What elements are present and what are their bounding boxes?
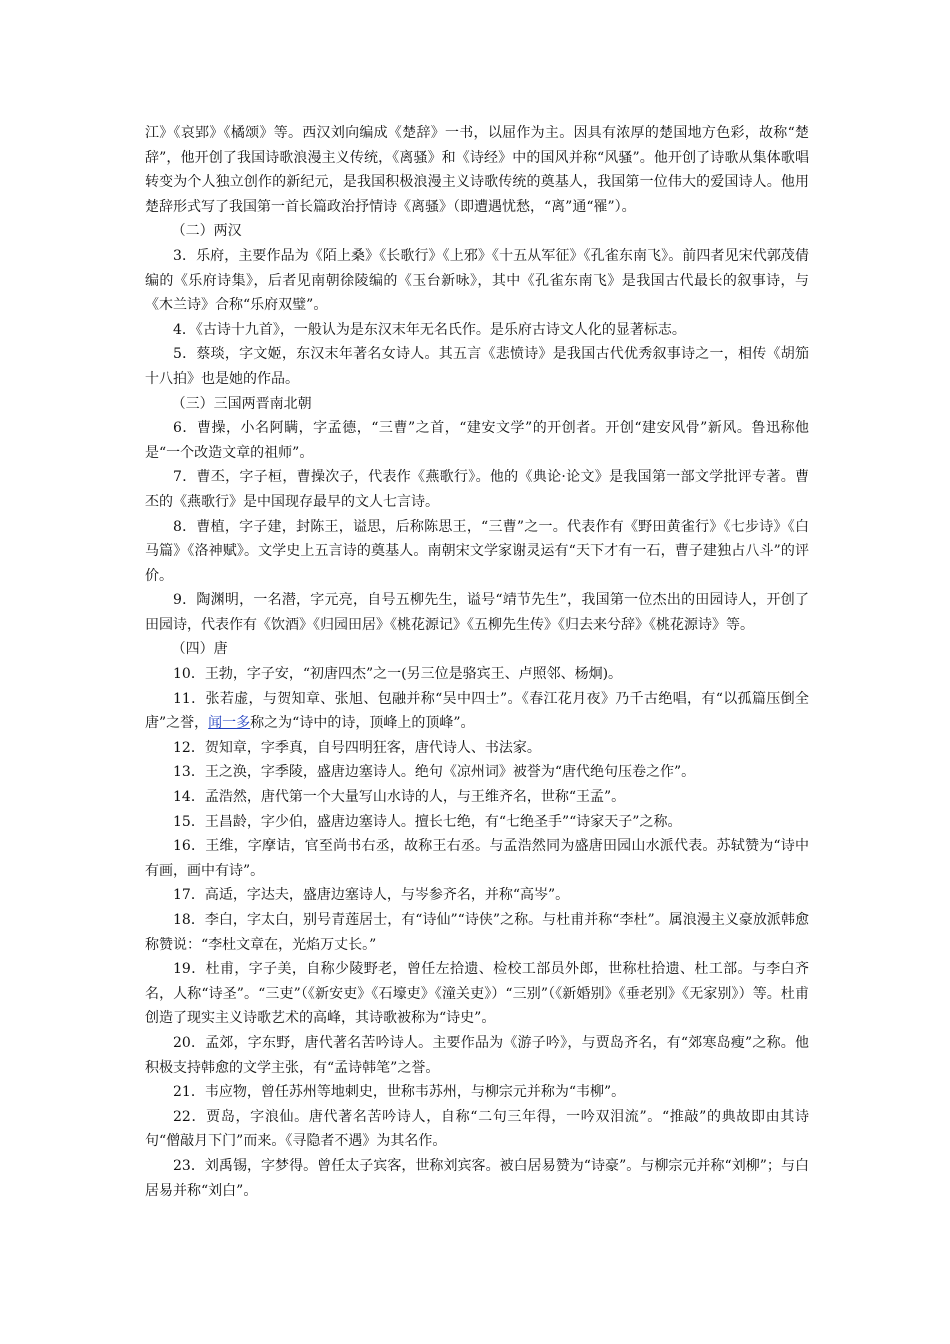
section-heading-three-kingdoms: （三）三国两晋南北朝	[171, 395, 312, 412]
list-item-22: 22．贾岛，字浪仙。唐代著名苦吟诗人，自称“二句三年得，一吟双泪流”。“推敲”的典故即由其诗句“僧敲月下门”而来。《寻隐者不遇》为其名作。	[145, 1108, 809, 1150]
list-item-4: 4．《古诗十九首》，一般认为是东汉末年无名氏作。是乐府古诗文人化的显著标志。	[173, 321, 686, 338]
list-item-5: 5．蔡琰，字文姬，东汉末年著名女诗人。其五言《悲愤诗》是我国古代优秀叙事诗之一，相传《胡笳十八拍》也是她的作品。	[145, 346, 809, 387]
list-item-7: 7．曹丕，字子桓，曹操次子，代表作《燕歌行》。他的《典论·论文》是我国第一部文学批评专著。曹丕的《燕歌行》是中国现存最早的文人七言诗。	[145, 469, 809, 510]
list-item-17: 17．高适，字达夫，盛唐边塞诗人，与岑参齐名，并称“高岑”。	[173, 887, 570, 904]
list-item-16: 16．王维，字摩诘，官至尚书右丞，故称王右丞。与孟浩然同为盛唐田园山水派代表。苏轼赞为“诗中有画，画中有诗”。	[145, 838, 809, 879]
list-item-6: 6．曹操，小名阿瞒，字孟德，“三曹”之首，“建安文学”的开创者。开创“建安风骨”新风。鲁迅称他是“一个改造文章的祖师”。	[145, 420, 809, 461]
section-heading-two-han: （二）两汉	[171, 223, 242, 240]
list-item-14: 14．孟浩然，唐代第一个大量写山水诗的人，与王维齐名，世称“王孟”。	[173, 789, 626, 806]
list-item-10: 10．王勃，字子安，“初唐四杰”之一(另三位是骆宾王、卢照邻、杨炯)。	[173, 666, 623, 683]
list-item-12: 12．贺知章，字季真，自号四明狂客，唐代诗人、书法家。	[173, 739, 541, 756]
document-page	[145, 121, 809, 1203]
list-item-11-before: 11．张若虚，与贺知章、张旭、包融并称“吴中四士”。《春江花月夜》乃千古绝唱，有“以孤篇压倒全唐”之誉，	[145, 690, 809, 732]
list-item-21: 21．韦应物，曾任苏州等地刺史，世称韦苏州，与柳宗元并称为“韦柳”。	[173, 1084, 626, 1101]
list-item-15: 15．王昌龄，字少伯，盛唐边塞诗人。擅长七绝，有“七绝圣手”“诗家天子”之称。	[173, 813, 682, 830]
list-item-11	[145, 687, 809, 736]
paragraph-continuation: 江》《哀郢》《橘颂》等。西汉刘向编成《楚辞》一书，以屈作为主。因具有浓厚的楚国地方色彩，故称“楚辞”，他开创了我国诗歌浪漫主义传统，《离骚》和《诗经》中的国风并称“风骚”。他开创了诗歌从集体歌唱转变为个人独立创作的新纪元，是我国积极浪漫主义诗歌传统的奠基人，我国第一位伟大的爱国诗人。他用楚辞形式写了我国第一首长篇政治抒情诗《离骚》（即遭遇忧愁，“离”通“罹”）。	[145, 125, 809, 215]
list-item-23: 23．刘禹锡，字梦得。曾任太子宾客，世称刘宾客。被白居易赞为“诗豪”。与柳宗元并称“刘柳”；与白居易并称“刘白”。	[145, 1157, 809, 1199]
section-heading-tang: （四）唐	[171, 641, 228, 658]
list-item-9: 9．陶渊明，一名潜，字元亮，自号五柳先生，谥号“靖节先生”，我国第一位杰出的田园诗人，开创了田园诗，代表作有《饮酒》《归园田居》《桃花源记》《五柳先生传》《归去来兮辞》《桃花源诗》等。	[145, 592, 809, 633]
list-item-3: 3．乐府，主要作品为《陌上桑》《长歌行》《上邪》《十五从军征》《孔雀东南飞》。前四者见宋代郭茂倩编的《乐府诗集》，后者见南朝徐陵编的《玉台新咏》，其中《孔雀东南飞》是我国古代最长的叙事诗，与《木兰诗》合称“乐府双璧”。	[145, 247, 809, 314]
list-item-18: 18．李白，字太白，别号青莲居士，有“诗仙”“诗侠”之称。与杜甫并称“李杜”。属浪漫主义豪放派韩愈称赞说：“李杜文章在，光焰万丈长。”	[145, 912, 809, 953]
list-item-19: 19．杜甫，字子美，自称少陵野老，曾任左拾遗、检校工部员外郎，世称杜拾遗、杜工部。与李白齐名，人称“诗圣”。“三吏”（《新安吏》《石壕吏》《潼关吏》）“三别”（《新婚别》《垂老别》《无家别》）等。杜甫创造了现实主义诗歌艺术的高峰，其诗歌被称为“诗史”。	[145, 961, 809, 1027]
list-item-11-after: 称之为“诗中的诗，顶峰上的顶峰”。	[250, 715, 475, 732]
list-item-8: 8．曹植，字子建，封陈王，谥思，后称陈思王，“三曹”之一。代表作有《野田黄雀行》《七步诗》《白马篇》《洛神赋》。文学史上五言诗的奠基人。南朝宋文学家谢灵运有“天下才有一石，曹子建独占八斗”的评价。	[145, 518, 809, 584]
list-item-20: 20．孟郊，字东野，唐代著名苦吟诗人。主要作品为《游子吟》，与贾岛齐名，有“郊寒岛瘦”之称。他积极支持韩愈的文学主张，有“孟诗韩笔”之誉。	[145, 1034, 809, 1076]
wen-yiduo-link[interactable]: 闻一多	[208, 715, 251, 732]
list-item-13: 13．王之涣，字季陵，盛唐边塞诗人。绝句《凉州词》被誉为“唐代绝句压卷之作”。	[173, 764, 696, 781]
